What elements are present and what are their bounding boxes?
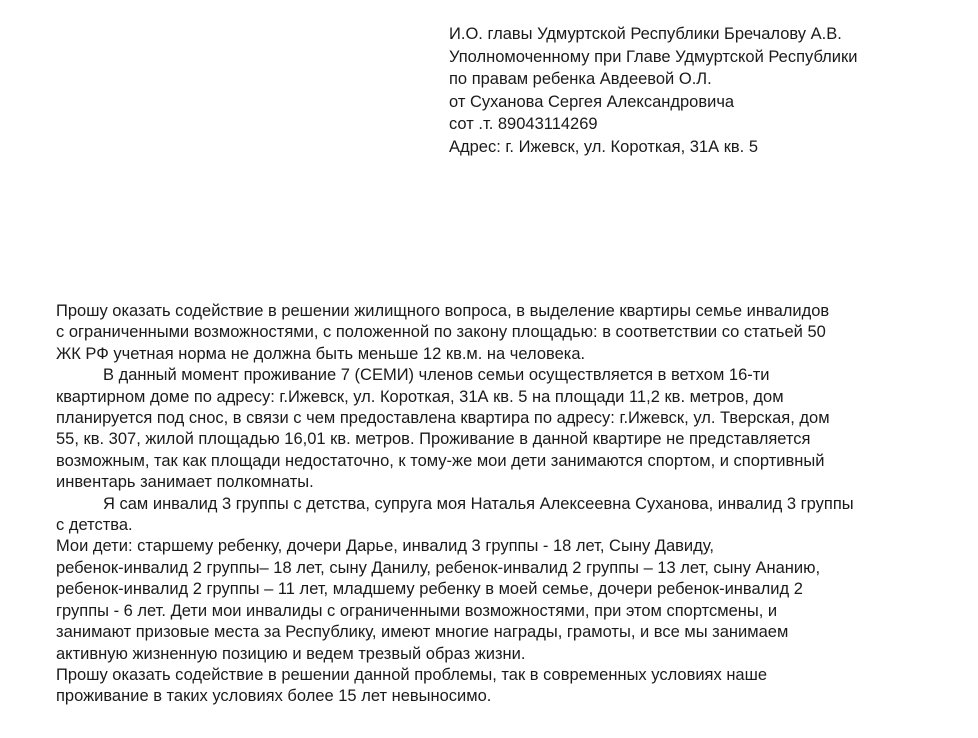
- body-line: группы - 6 лет. Дети мои инвалиды с ограниченными возможностями, при этом спортсмены, и: [56, 601, 778, 620]
- body-line: 55, кв. 307, жилой площадью 16,01 кв. метров. Проживание в данной квартире не представляется: [56, 430, 811, 449]
- body-line: ребенок-инвалид 2 группы – 11 лет, младшему ребенку в моей семье, дочери ребенок-инвалид 2: [56, 580, 803, 599]
- body-line: Мои дети: старшему ребенку, дочери Дарье, инвалид 3 группы - 18 лет, Сыну Давиду,: [56, 537, 714, 556]
- body-line: проживание в таких условиях более 15 лет невыносимо.: [56, 687, 492, 706]
- body-line: Я сам инвалид 3 группы с детства, супруга моя Наталья Алексеевна Суханова, инвалид 3 группы: [103, 494, 854, 513]
- body-line: возможным, так как площади недостаточно, к тому-же мои дети занимаются спортом, и спортивный: [56, 451, 825, 470]
- addressee-line-ombudsman-name: по правам ребенка Авдеевой О.Л.: [449, 70, 712, 88]
- body-line: Прошу оказать содействие в решении жилищного вопроса, в выделение квартиры семье инвалидов: [56, 302, 830, 320]
- sender-phone: сот .т. 89043114269: [449, 115, 598, 133]
- body-line: ЖК РФ учетная норма не должна быть меньше 12 кв.м. на человека.: [56, 344, 586, 363]
- body-line: занимают призовые места за Республику, имеют многие награды, грамоты, и все мы занимаем: [56, 623, 789, 642]
- body-line: с ограниченными возможностями, с положенной по закону площадью: в соответствии со статьей 50: [56, 323, 826, 342]
- addressee-block: [449, 23, 969, 158]
- body-line: активную жизненную позицию и ведем трезвый образ жизни.: [56, 644, 526, 663]
- sender-address: Адрес: г. Ижевск, ул. Короткая, 31А кв. 5: [449, 137, 759, 156]
- letter-body: [56, 301, 971, 708]
- body-line: квартирном доме по адресу: г.Ижевск, ул. Короткая, 31А кв. 5 на площади 11,2 кв. метров, дом: [56, 387, 784, 406]
- body-line: планируется под снос, в связи с чем предоставлена квартира по адресу: г.Ижевск, ул. Тверская, дом: [56, 409, 830, 428]
- addressee-line-governor: И.О. главы Удмуртской Республики Бречалову А.В.: [449, 25, 842, 43]
- addressee-line-ombudsman: Уполномоченному при Главе Удмуртской Республики: [449, 47, 858, 66]
- body-line: Прошу оказать содействие в решении данной проблемы, так в современных условиях наше: [56, 665, 768, 684]
- sender-name: от Суханова Сергея Александровича: [449, 92, 735, 111]
- body-line: В данный момент проживание 7 (СЕМИ) членов семьи осуществляется в ветхом 16-ти: [103, 366, 770, 385]
- body-line: с детства.: [56, 516, 133, 535]
- body-line: ребенок-инвалид 2 группы– 18 лет, сыну Данилу, ребенок-инвалид 2 группы – 13 лет, сыну Ананию,: [56, 558, 821, 577]
- body-line: инвентарь занимает полкомнаты.: [56, 473, 314, 492]
